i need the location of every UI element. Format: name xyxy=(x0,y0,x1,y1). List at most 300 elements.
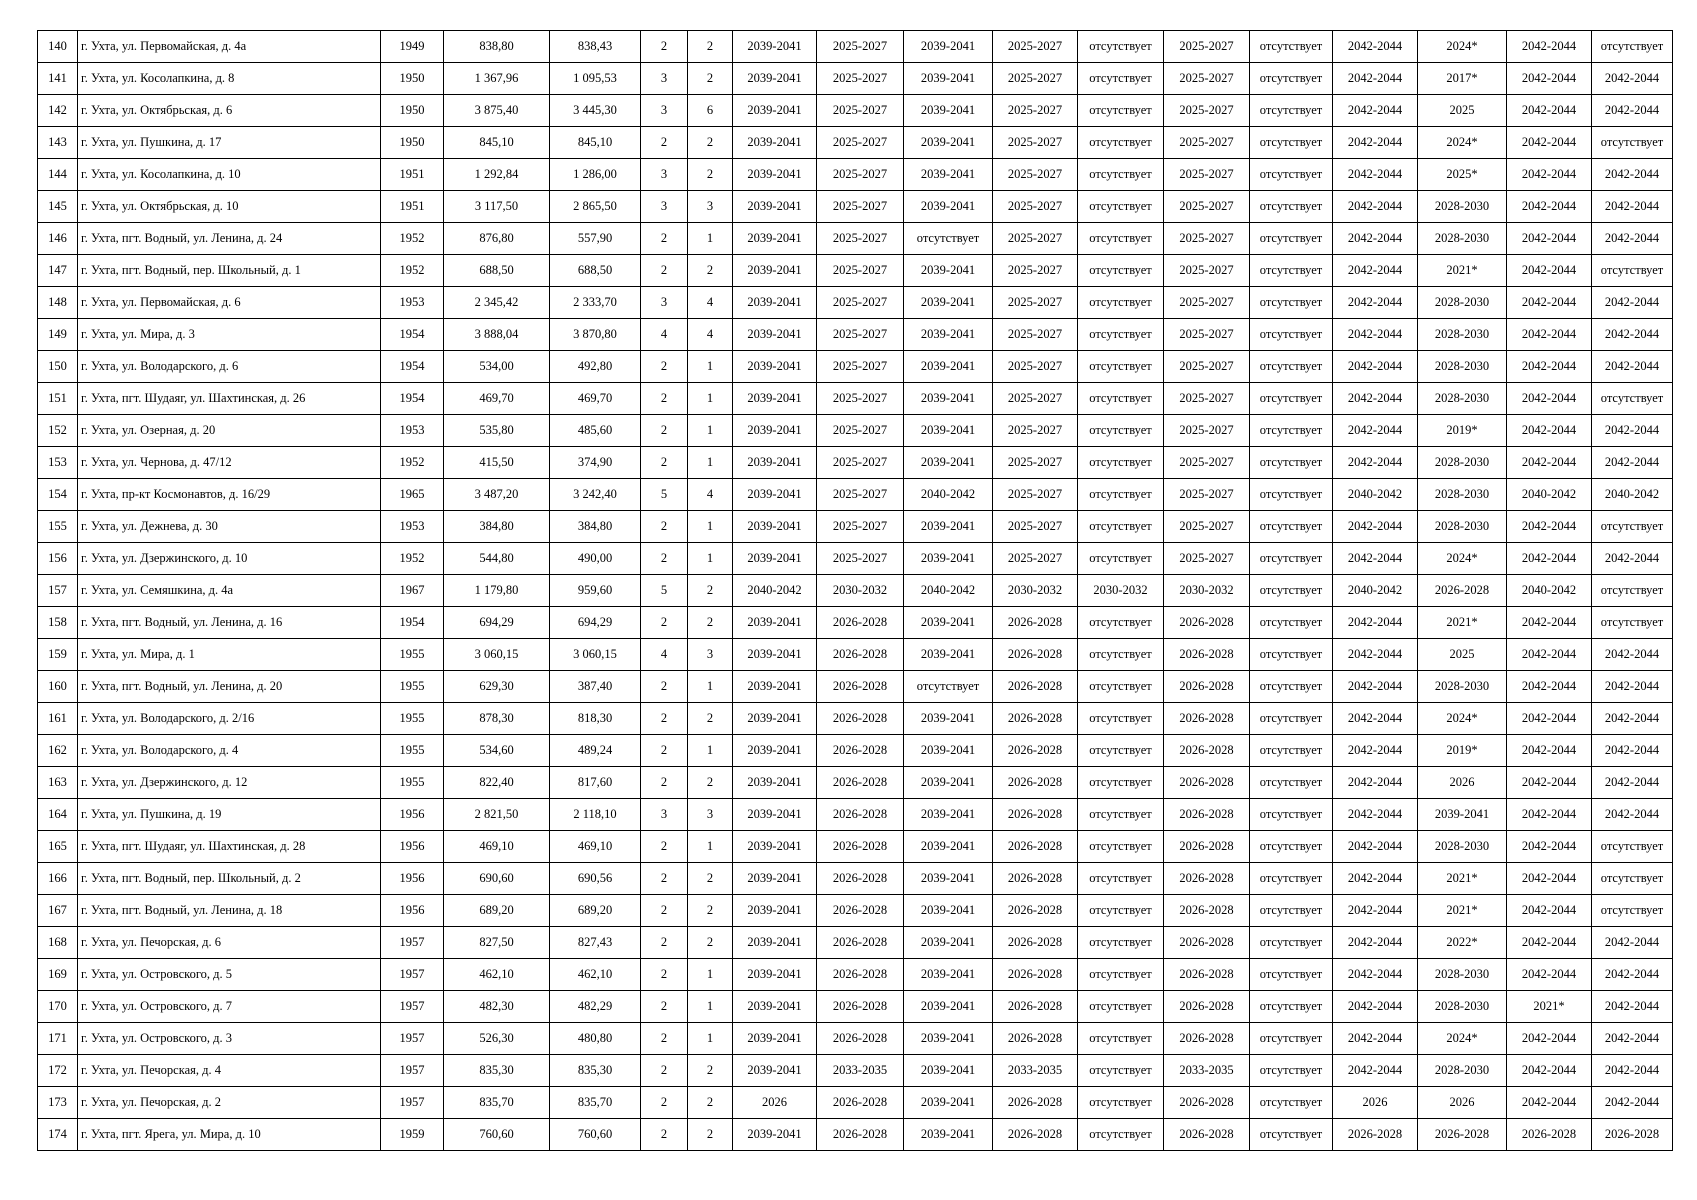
cell-period-col-9: 2025-2027 xyxy=(817,543,904,575)
cell-period-col-18: отсутствует xyxy=(1592,511,1673,543)
cell-period-col-13: 2026-2028 xyxy=(1164,799,1250,831)
cell-period-col-12: отсутствует xyxy=(1078,287,1164,319)
cell-row-number: 140 xyxy=(38,31,78,63)
cell-total-area: 3 487,20 xyxy=(444,479,550,511)
cell-floors: 2 xyxy=(641,127,688,159)
cell-period-col-8: 2039-2041 xyxy=(733,223,817,255)
cell-year-built: 1952 xyxy=(381,255,444,287)
cell-period-col-13: 2026-2028 xyxy=(1164,863,1250,895)
cell-period-col-16: 2019* xyxy=(1418,415,1507,447)
cell-period-col-17: 2042-2044 xyxy=(1507,1023,1592,1055)
cell-period-col-10: 2039-2041 xyxy=(904,639,993,671)
cell-period-col-12: отсутствует xyxy=(1078,927,1164,959)
cell-total-area: 688,50 xyxy=(444,255,550,287)
cell-entrances: 1 xyxy=(688,383,733,415)
cell-period-col-11: 2025-2027 xyxy=(993,223,1078,255)
cell-period-col-15: 2042-2044 xyxy=(1333,191,1418,223)
cell-period-col-14: отсутствует xyxy=(1250,351,1333,383)
cell-period-col-14: отсутствует xyxy=(1250,223,1333,255)
cell-address: г. Ухта, пгт. Водный, ул. Ленина, д. 18 xyxy=(78,895,381,927)
cell-period-col-14: отсутствует xyxy=(1250,543,1333,575)
cell-period-col-13: 2025-2027 xyxy=(1164,511,1250,543)
cell-year-built: 1957 xyxy=(381,1023,444,1055)
cell-row-number: 173 xyxy=(38,1087,78,1119)
cell-year-built: 1957 xyxy=(381,991,444,1023)
cell-period-col-13: 2033-2035 xyxy=(1164,1055,1250,1087)
cell-period-col-9: 2025-2027 xyxy=(817,415,904,447)
cell-entrances: 1 xyxy=(688,223,733,255)
cell-entrances: 1 xyxy=(688,415,733,447)
cell-period-col-9: 2033-2035 xyxy=(817,1055,904,1087)
cell-period-col-8: 2039-2041 xyxy=(733,127,817,159)
cell-period-col-10: 2039-2041 xyxy=(904,543,993,575)
cell-living-area: 1 286,00 xyxy=(550,159,641,191)
cell-period-col-12: отсутствует xyxy=(1078,671,1164,703)
cell-period-col-12: отсутствует xyxy=(1078,831,1164,863)
cell-entrances: 2 xyxy=(688,159,733,191)
cell-period-col-13: 2025-2027 xyxy=(1164,287,1250,319)
cell-entrances: 1 xyxy=(688,351,733,383)
cell-living-area: 838,43 xyxy=(550,31,641,63)
cell-period-col-17: 2042-2044 xyxy=(1507,543,1592,575)
table-row xyxy=(38,255,1673,287)
cell-address: г. Ухта, ул. Косолапкина, д. 10 xyxy=(78,159,381,191)
cell-row-number: 168 xyxy=(38,927,78,959)
cell-period-col-15: 2042-2044 xyxy=(1333,639,1418,671)
cell-period-col-10: 2039-2041 xyxy=(904,447,993,479)
cell-entrances: 1 xyxy=(688,511,733,543)
table-row xyxy=(38,383,1673,415)
cell-period-col-9: 2025-2027 xyxy=(817,223,904,255)
cell-period-col-16: 2028-2030 xyxy=(1418,479,1507,511)
cell-period-col-13: 2026-2028 xyxy=(1164,639,1250,671)
cell-period-col-17: 2042-2044 xyxy=(1507,447,1592,479)
table-row xyxy=(38,767,1673,799)
cell-period-col-18: отсутствует xyxy=(1592,863,1673,895)
cell-address: г. Ухта, ул. Печорская, д. 2 xyxy=(78,1087,381,1119)
cell-period-col-10: 2039-2041 xyxy=(904,383,993,415)
cell-period-col-16: 2024* xyxy=(1418,127,1507,159)
cell-period-col-10: 2039-2041 xyxy=(904,191,993,223)
cell-period-col-8: 2039-2041 xyxy=(733,959,817,991)
cell-period-col-17: 2042-2044 xyxy=(1507,95,1592,127)
cell-period-col-15: 2042-2044 xyxy=(1333,95,1418,127)
table-row xyxy=(38,511,1673,543)
cell-period-col-9: 2026-2028 xyxy=(817,1087,904,1119)
cell-address: г. Ухта, ул. Островского, д. 5 xyxy=(78,959,381,991)
cell-row-number: 156 xyxy=(38,543,78,575)
cell-floors: 2 xyxy=(641,383,688,415)
cell-floors: 5 xyxy=(641,575,688,607)
cell-period-col-9: 2025-2027 xyxy=(817,31,904,63)
table-row xyxy=(38,639,1673,671)
cell-floors: 3 xyxy=(641,95,688,127)
cell-period-col-10: 2039-2041 xyxy=(904,511,993,543)
cell-period-col-18: отсутствует xyxy=(1592,831,1673,863)
cell-period-col-14: отсутствует xyxy=(1250,1119,1333,1151)
cell-year-built: 1965 xyxy=(381,479,444,511)
cell-period-col-16: 2026-2028 xyxy=(1418,575,1507,607)
cell-address: г. Ухта, ул. Пушкина, д. 19 xyxy=(78,799,381,831)
table-row xyxy=(38,223,1673,255)
cell-year-built: 1959 xyxy=(381,1119,444,1151)
cell-period-col-15: 2042-2044 xyxy=(1333,799,1418,831)
cell-total-area: 690,60 xyxy=(444,863,550,895)
cell-period-col-14: отсутствует xyxy=(1250,1023,1333,1055)
cell-period-col-8: 2039-2041 xyxy=(733,1119,817,1151)
cell-period-col-12: отсутствует xyxy=(1078,351,1164,383)
cell-period-col-13: 2026-2028 xyxy=(1164,831,1250,863)
cell-year-built: 1957 xyxy=(381,927,444,959)
cell-entrances: 2 xyxy=(688,927,733,959)
cell-period-col-12: отсутствует xyxy=(1078,959,1164,991)
cell-floors: 2 xyxy=(641,31,688,63)
cell-floors: 2 xyxy=(641,991,688,1023)
cell-period-col-10: отсутствует xyxy=(904,223,993,255)
cell-period-col-15: 2042-2044 xyxy=(1333,735,1418,767)
cell-total-area: 822,40 xyxy=(444,767,550,799)
cell-row-number: 141 xyxy=(38,63,78,95)
cell-period-col-18: 2042-2044 xyxy=(1592,959,1673,991)
cell-period-col-13: 2026-2028 xyxy=(1164,895,1250,927)
cell-period-col-13: 2025-2027 xyxy=(1164,543,1250,575)
table-row xyxy=(38,799,1673,831)
cell-total-area: 835,30 xyxy=(444,1055,550,1087)
cell-period-col-11: 2025-2027 xyxy=(993,255,1078,287)
cell-total-area: 415,50 xyxy=(444,447,550,479)
table-row xyxy=(38,159,1673,191)
cell-year-built: 1952 xyxy=(381,223,444,255)
cell-entrances: 2 xyxy=(688,703,733,735)
cell-address: г. Ухта, ул. Озерная, д. 20 xyxy=(78,415,381,447)
cell-living-area: 3 242,40 xyxy=(550,479,641,511)
cell-floors: 2 xyxy=(641,447,688,479)
cell-period-col-9: 2025-2027 xyxy=(817,63,904,95)
cell-period-col-9: 2026-2028 xyxy=(817,639,904,671)
cell-row-number: 157 xyxy=(38,575,78,607)
cell-period-col-18: 2042-2044 xyxy=(1592,799,1673,831)
cell-period-col-14: отсутствует xyxy=(1250,95,1333,127)
cell-row-number: 143 xyxy=(38,127,78,159)
cell-period-col-11: 2026-2028 xyxy=(993,671,1078,703)
cell-period-col-11: 2025-2027 xyxy=(993,543,1078,575)
cell-row-number: 153 xyxy=(38,447,78,479)
cell-period-col-8: 2039-2041 xyxy=(733,639,817,671)
cell-total-area: 469,10 xyxy=(444,831,550,863)
cell-period-col-15: 2042-2044 xyxy=(1333,703,1418,735)
cell-period-col-15: 2042-2044 xyxy=(1333,63,1418,95)
cell-period-col-8: 2039-2041 xyxy=(733,63,817,95)
cell-period-col-12: отсутствует xyxy=(1078,1087,1164,1119)
cell-period-col-8: 2039-2041 xyxy=(733,831,817,863)
cell-period-col-8: 2039-2041 xyxy=(733,895,817,927)
cell-period-col-14: отсутствует xyxy=(1250,255,1333,287)
cell-period-col-16: 2024* xyxy=(1418,1023,1507,1055)
cell-period-col-18: 2040-2042 xyxy=(1592,479,1673,511)
cell-period-col-10: 2039-2041 xyxy=(904,703,993,735)
cell-entrances: 4 xyxy=(688,479,733,511)
cell-year-built: 1955 xyxy=(381,703,444,735)
cell-period-col-11: 2025-2027 xyxy=(993,319,1078,351)
cell-living-area: 489,24 xyxy=(550,735,641,767)
cell-period-col-18: отсутствует xyxy=(1592,255,1673,287)
cell-period-col-9: 2025-2027 xyxy=(817,287,904,319)
cell-living-area: 469,70 xyxy=(550,383,641,415)
cell-period-col-9: 2025-2027 xyxy=(817,255,904,287)
cell-period-col-8: 2039-2041 xyxy=(733,767,817,799)
cell-period-col-11: 2026-2028 xyxy=(993,895,1078,927)
cell-period-col-11: 2025-2027 xyxy=(993,127,1078,159)
cell-period-col-16: 2026 xyxy=(1418,1087,1507,1119)
cell-period-col-12: отсутствует xyxy=(1078,255,1164,287)
cell-entrances: 2 xyxy=(688,575,733,607)
table-row xyxy=(38,95,1673,127)
cell-entrances: 1 xyxy=(688,447,733,479)
cell-period-col-9: 2026-2028 xyxy=(817,703,904,735)
cell-entrances: 2 xyxy=(688,607,733,639)
cell-period-col-18: отсутствует xyxy=(1592,575,1673,607)
table-row xyxy=(38,831,1673,863)
cell-period-col-17: 2042-2044 xyxy=(1507,511,1592,543)
cell-period-col-8: 2040-2042 xyxy=(733,575,817,607)
cell-period-col-16: 2021* xyxy=(1418,255,1507,287)
cell-period-col-10: 2040-2042 xyxy=(904,575,993,607)
cell-period-col-17: 2042-2044 xyxy=(1507,703,1592,735)
cell-floors: 2 xyxy=(641,351,688,383)
cell-period-col-15: 2042-2044 xyxy=(1333,895,1418,927)
cell-period-col-18: 2042-2044 xyxy=(1592,191,1673,223)
cell-entrances: 1 xyxy=(688,831,733,863)
cell-address: г. Ухта, ул. Мира, д. 3 xyxy=(78,319,381,351)
table-row xyxy=(38,319,1673,351)
table-row xyxy=(38,927,1673,959)
cell-period-col-8: 2039-2041 xyxy=(733,991,817,1023)
cell-period-col-16: 2026 xyxy=(1418,767,1507,799)
cell-period-col-15: 2042-2044 xyxy=(1333,991,1418,1023)
cell-period-col-9: 2026-2028 xyxy=(817,959,904,991)
table-row xyxy=(38,863,1673,895)
cell-period-col-12: отсутствует xyxy=(1078,1023,1164,1055)
cell-period-col-10: 2039-2041 xyxy=(904,735,993,767)
cell-period-col-9: 2025-2027 xyxy=(817,319,904,351)
cell-address: г. Ухта, пгт. Ярега, ул. Мира, д. 10 xyxy=(78,1119,381,1151)
cell-period-col-18: 2042-2044 xyxy=(1592,447,1673,479)
cell-address: г. Ухта, ул. Первомайская, д. 6 xyxy=(78,287,381,319)
cell-period-col-17: 2042-2044 xyxy=(1507,1055,1592,1087)
cell-total-area: 384,80 xyxy=(444,511,550,543)
cell-period-col-13: 2026-2028 xyxy=(1164,703,1250,735)
cell-period-col-15: 2042-2044 xyxy=(1333,287,1418,319)
cell-period-col-11: 2026-2028 xyxy=(993,959,1078,991)
cell-period-col-11: 2026-2028 xyxy=(993,767,1078,799)
cell-period-col-12: отсутствует xyxy=(1078,895,1164,927)
cell-living-area: 480,80 xyxy=(550,1023,641,1055)
cell-total-area: 482,30 xyxy=(444,991,550,1023)
cell-period-col-12: отсутствует xyxy=(1078,863,1164,895)
cell-living-area: 827,43 xyxy=(550,927,641,959)
cell-period-col-15: 2042-2044 xyxy=(1333,543,1418,575)
cell-period-col-16: 2039-2041 xyxy=(1418,799,1507,831)
cell-period-col-18: 2042-2044 xyxy=(1592,927,1673,959)
cell-row-number: 149 xyxy=(38,319,78,351)
table-row xyxy=(38,671,1673,703)
cell-period-col-16: 2025* xyxy=(1418,159,1507,191)
cell-period-col-8: 2039-2041 xyxy=(733,799,817,831)
cell-address: г. Ухта, ул. Дзержинского, д. 10 xyxy=(78,543,381,575)
cell-living-area: 374,90 xyxy=(550,447,641,479)
cell-living-area: 835,70 xyxy=(550,1087,641,1119)
cell-period-col-15: 2042-2044 xyxy=(1333,415,1418,447)
cell-period-col-17: 2042-2044 xyxy=(1507,255,1592,287)
cell-period-col-18: отсутствует xyxy=(1592,383,1673,415)
cell-period-col-8: 2039-2041 xyxy=(733,255,817,287)
cell-period-col-12: отсутствует xyxy=(1078,223,1164,255)
cell-period-col-9: 2025-2027 xyxy=(817,95,904,127)
cell-period-col-9: 2026-2028 xyxy=(817,735,904,767)
cell-period-col-10: 2039-2041 xyxy=(904,767,993,799)
cell-period-col-8: 2039-2041 xyxy=(733,287,817,319)
cell-period-col-10: 2039-2041 xyxy=(904,127,993,159)
cell-period-col-18: отсутствует xyxy=(1592,31,1673,63)
cell-address: г. Ухта, ул. Дежнева, д. 30 xyxy=(78,511,381,543)
cell-living-area: 2 118,10 xyxy=(550,799,641,831)
cell-period-col-14: отсутствует xyxy=(1250,191,1333,223)
cell-entrances: 2 xyxy=(688,31,733,63)
cell-period-col-14: отсутствует xyxy=(1250,959,1333,991)
cell-year-built: 1953 xyxy=(381,415,444,447)
cell-year-built: 1955 xyxy=(381,735,444,767)
cell-period-col-17: 2042-2044 xyxy=(1507,415,1592,447)
cell-total-area: 760,60 xyxy=(444,1119,550,1151)
cell-period-col-12: отсутствует xyxy=(1078,127,1164,159)
cell-address: г. Ухта, ул. Семяшкина, д. 4а xyxy=(78,575,381,607)
cell-address: г. Ухта, ул. Печорская, д. 6 xyxy=(78,927,381,959)
cell-period-col-15: 2042-2044 xyxy=(1333,959,1418,991)
cell-period-col-14: отсутствует xyxy=(1250,287,1333,319)
cell-total-area: 2 345,42 xyxy=(444,287,550,319)
cell-period-col-8: 2039-2041 xyxy=(733,479,817,511)
cell-entrances: 1 xyxy=(688,671,733,703)
cell-period-col-11: 2026-2028 xyxy=(993,991,1078,1023)
cell-period-col-18: 2042-2044 xyxy=(1592,1055,1673,1087)
cell-period-col-16: 2028-2030 xyxy=(1418,447,1507,479)
cell-floors: 2 xyxy=(641,415,688,447)
cell-address: г. Ухта, пр-кт Космонавтов, д. 16/29 xyxy=(78,479,381,511)
cell-period-col-13: 2026-2028 xyxy=(1164,991,1250,1023)
cell-period-col-11: 2025-2027 xyxy=(993,31,1078,63)
cell-address: г. Ухта, пгт. Шудаяг, ул. Шахтинская, д. 28 xyxy=(78,831,381,863)
cell-period-col-10: 2039-2041 xyxy=(904,959,993,991)
cell-row-number: 144 xyxy=(38,159,78,191)
cell-period-col-13: 2025-2027 xyxy=(1164,95,1250,127)
cell-living-area: 2 333,70 xyxy=(550,287,641,319)
cell-period-col-13: 2025-2027 xyxy=(1164,479,1250,511)
cell-period-col-15: 2042-2044 xyxy=(1333,351,1418,383)
cell-living-area: 462,10 xyxy=(550,959,641,991)
cell-entrances: 2 xyxy=(688,863,733,895)
cell-period-col-17: 2042-2044 xyxy=(1507,671,1592,703)
cell-entrances: 1 xyxy=(688,1023,733,1055)
cell-period-col-11: 2033-2035 xyxy=(993,1055,1078,1087)
cell-total-area: 462,10 xyxy=(444,959,550,991)
cell-period-col-14: отсутствует xyxy=(1250,767,1333,799)
cell-period-col-8: 2039-2041 xyxy=(733,159,817,191)
cell-entrances: 1 xyxy=(688,991,733,1023)
cell-period-col-12: отсутствует xyxy=(1078,191,1164,223)
cell-period-col-17: 2042-2044 xyxy=(1507,31,1592,63)
cell-period-col-17: 2042-2044 xyxy=(1507,127,1592,159)
cell-total-area: 535,80 xyxy=(444,415,550,447)
cell-period-col-13: 2026-2028 xyxy=(1164,1023,1250,1055)
cell-entrances: 2 xyxy=(688,1119,733,1151)
cell-living-area: 492,80 xyxy=(550,351,641,383)
cell-period-col-11: 2026-2028 xyxy=(993,927,1078,959)
cell-period-col-12: отсутствует xyxy=(1078,415,1164,447)
cell-entrances: 1 xyxy=(688,543,733,575)
cell-period-col-10: отсутствует xyxy=(904,671,993,703)
cell-period-col-12: отсутствует xyxy=(1078,95,1164,127)
cell-period-col-11: 2025-2027 xyxy=(993,351,1078,383)
cell-period-col-12: отсутствует xyxy=(1078,607,1164,639)
cell-living-area: 689,20 xyxy=(550,895,641,927)
cell-period-col-15: 2042-2044 xyxy=(1333,767,1418,799)
cell-total-area: 1 292,84 xyxy=(444,159,550,191)
cell-floors: 2 xyxy=(641,1087,688,1119)
cell-period-col-15: 2042-2044 xyxy=(1333,255,1418,287)
cell-period-col-13: 2025-2027 xyxy=(1164,255,1250,287)
cell-address: г. Ухта, ул. Володарского, д. 4 xyxy=(78,735,381,767)
table-row xyxy=(38,607,1673,639)
cell-period-col-17: 2042-2044 xyxy=(1507,767,1592,799)
cell-period-col-18: 2026-2028 xyxy=(1592,1119,1673,1151)
cell-period-col-13: 2025-2027 xyxy=(1164,191,1250,223)
cell-period-col-12: отсутствует xyxy=(1078,383,1164,415)
cell-period-col-16: 2028-2030 xyxy=(1418,319,1507,351)
cell-year-built: 1950 xyxy=(381,63,444,95)
cell-address: г. Ухта, ул. Октябрьская, д. 6 xyxy=(78,95,381,127)
cell-period-col-11: 2026-2028 xyxy=(993,639,1078,671)
cell-period-col-18: 2042-2044 xyxy=(1592,63,1673,95)
cell-period-col-9: 2026-2028 xyxy=(817,991,904,1023)
cell-total-area: 3 888,04 xyxy=(444,319,550,351)
cell-row-number: 172 xyxy=(38,1055,78,1087)
cell-period-col-16: 2019* xyxy=(1418,735,1507,767)
cell-period-col-13: 2025-2027 xyxy=(1164,447,1250,479)
cell-row-number: 167 xyxy=(38,895,78,927)
cell-row-number: 162 xyxy=(38,735,78,767)
cell-total-area: 845,10 xyxy=(444,127,550,159)
cell-living-area: 760,60 xyxy=(550,1119,641,1151)
cell-period-col-15: 2040-2042 xyxy=(1333,575,1418,607)
cell-period-col-14: отсутствует xyxy=(1250,159,1333,191)
cell-period-col-8: 2039-2041 xyxy=(733,415,817,447)
cell-period-col-16: 2021* xyxy=(1418,895,1507,927)
cell-period-col-12: отсутствует xyxy=(1078,735,1164,767)
cell-period-col-12: отсутствует xyxy=(1078,543,1164,575)
cell-period-col-9: 2026-2028 xyxy=(817,1119,904,1151)
cell-period-col-14: отсутствует xyxy=(1250,703,1333,735)
table-row xyxy=(38,991,1673,1023)
table-row xyxy=(38,31,1673,63)
cell-period-col-10: 2039-2041 xyxy=(904,255,993,287)
cell-period-col-9: 2025-2027 xyxy=(817,383,904,415)
cell-period-col-10: 2039-2041 xyxy=(904,927,993,959)
cell-period-col-10: 2039-2041 xyxy=(904,31,993,63)
cell-year-built: 1955 xyxy=(381,671,444,703)
cell-period-col-12: 2030-2032 xyxy=(1078,575,1164,607)
cell-floors: 2 xyxy=(641,511,688,543)
cell-period-col-10: 2039-2041 xyxy=(904,159,993,191)
